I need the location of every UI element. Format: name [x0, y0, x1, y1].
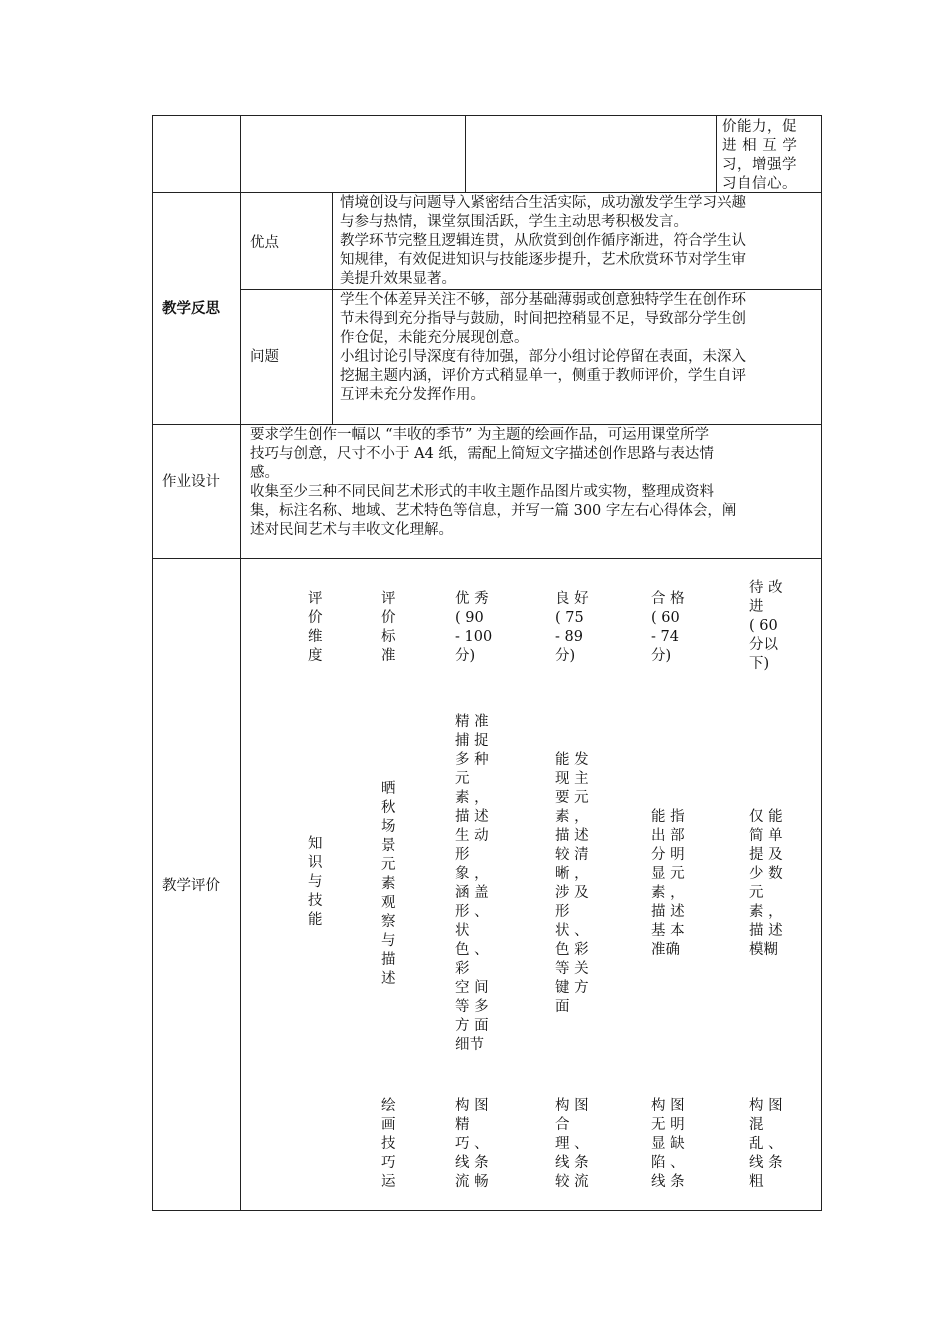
- row-divider-reflection: [152, 424, 822, 425]
- header-good: 良 好 ( 75 - 89 分): [555, 591, 589, 664]
- evaluation-label: 教学评价: [162, 878, 220, 894]
- header-improve: 待 改 进 ( 60 分以 下): [749, 580, 783, 672]
- strengths-label: 优点: [250, 235, 279, 251]
- table-right-border: [821, 115, 822, 1211]
- top-row-divider-2: [716, 115, 717, 193]
- header-pass: 合 格 ( 60 - 74 分): [651, 591, 685, 664]
- table-top-border: [152, 115, 822, 116]
- row2-improve: 构 图 混 乱 、 线 条 粗: [749, 1098, 783, 1190]
- row1-improve: 仅 能 简 单 提 及 少 数 元 素 ， 描 述 模糊: [749, 809, 783, 958]
- reflection-label: 教学反思: [162, 301, 220, 317]
- table-left-border: [152, 115, 153, 1211]
- strengths-text: 情境创设与问题导入紧密结合生活实际，成功激发学生学习兴趣 与参与热情，课堂氛围活跃，学生主动思考积极发言。 教学环节完整且逻辑连贯，从欣赏到创作循序渐进，符合学生认 知规律，有效促进知识与技能逐步提升，艺术欣赏环节对学生审 美提升效果显著。: [340, 195, 746, 287]
- homework-text: 要求学生创作一幅以 “丰收的季节” 为主题的绘画作品，可运用课堂所学 技巧与创意，尺寸不小于 A4 纸，需配上简短文字描述创作思路与表达情 感。 收集至少三种不同民间艺术形式的丰收主题作品图片或实物，整理成资料 集，标注名称、地域、艺术特色等信息，并写一篇 300 字左右心得体会，阐 述对民间艺术与丰收文化理解。: [250, 427, 737, 538]
- row2-good: 构 图 合 理 、 线 条 较 流: [555, 1098, 589, 1190]
- header-excellent: 优 秀 ( 90 - 100 分): [455, 591, 493, 664]
- row1-pass: 能 指 出 部 分 明 显 元 素 ， 描 述 基 本 准确: [651, 809, 685, 958]
- row2-excellent: 构 图 精 巧 、 线 条 流 畅: [455, 1098, 489, 1190]
- top-row-right-text: 价能力，促 进 相 互 学 习，增强学 习自信心。: [722, 119, 798, 192]
- row1-good: 能 发 现 主 要 元 素 ， 描 述 较 清 晰 ， 涉 及 形 状 、 色 彩 等 关 键 方 面: [555, 752, 589, 1015]
- row1-excellent: 精 准 捕 捉 多 种 元 素 ， 描 述 生 动 形 象 ， 涵 盖 形 、 状 色 、 彩 空 间 等 多 方 面 细节: [455, 714, 489, 1053]
- table-bottom-border: [152, 1210, 822, 1211]
- row-divider-homework: [152, 558, 822, 559]
- header-standard: 评 价 标 准: [381, 591, 396, 664]
- homework-label: 作业设计: [162, 474, 220, 490]
- problems-label: 问题: [250, 349, 279, 365]
- top-row-divider-1: [465, 115, 466, 193]
- reflection-sublabel-divider: [332, 192, 333, 425]
- dimension-knowledge-skills: 知 识 与 技 能: [308, 836, 323, 928]
- reflection-inner-divider: [240, 289, 822, 290]
- problems-text: 学生个体差异关注不够，部分基础薄弱或创意独特学生在创作环 节未得到充分指导与鼓励，时间把控稍显不足，导致部分学生创 作仓促，未能充分展现创意。 小组讨论引导深度有待加强，部分小组讨论停留在表面，未深入 挖掘主题内涵，评价方式稍显单一，侧重于教师评价，学生自评 互评未充分发挥作用。: [340, 292, 746, 403]
- row2-pass: 构 图 无 明 显 缺 陷 、 线 条: [651, 1098, 685, 1190]
- row1-standard: 晒 秋 场 景 元 素 观 察 与 描 述: [381, 781, 396, 987]
- header-dimension: 评 价 维 度: [308, 591, 323, 664]
- label-column-divider: [240, 115, 241, 1211]
- row2-standard: 绘 画 技 巧 运: [381, 1098, 396, 1190]
